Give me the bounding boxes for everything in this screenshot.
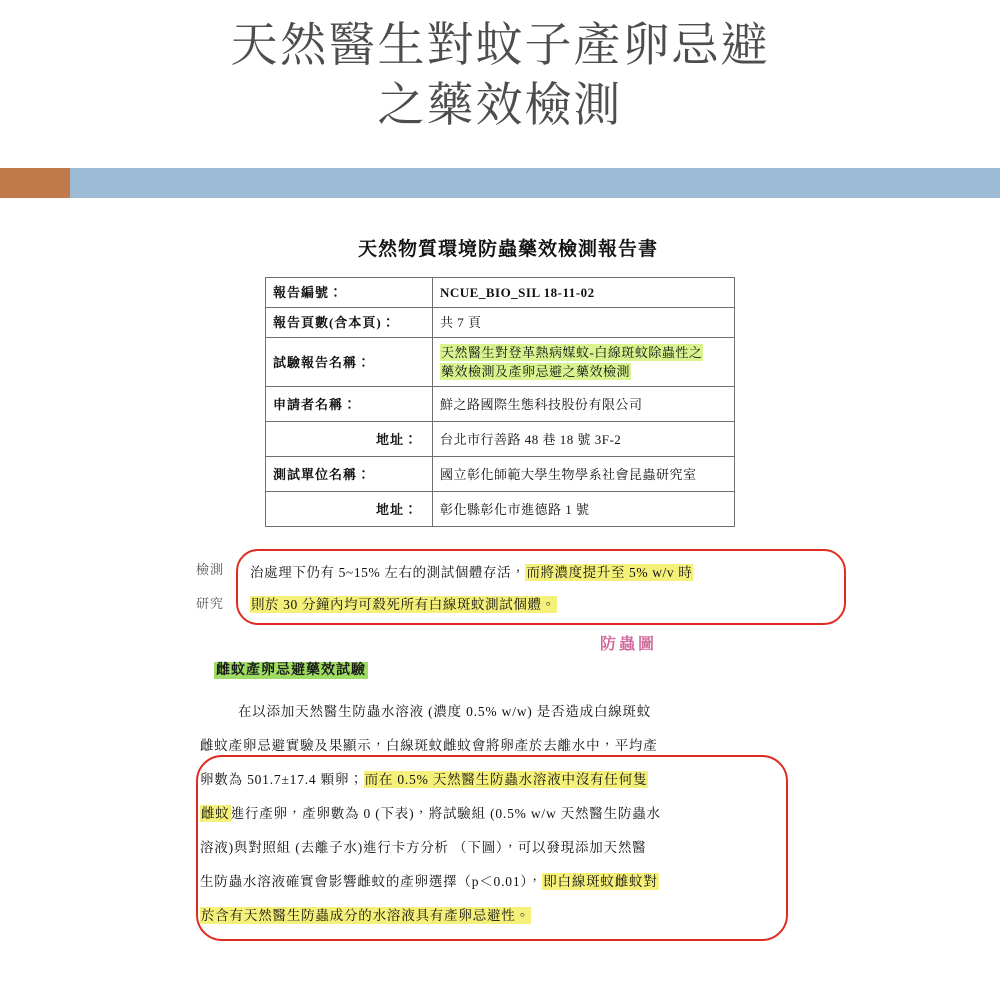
box1-line-2 bbox=[250, 595, 557, 615]
paragraph-line-3 bbox=[200, 763, 800, 797]
section-heading bbox=[214, 659, 368, 679]
table-row bbox=[266, 492, 735, 527]
table-row bbox=[266, 457, 735, 492]
paragraph-line-3-plain: 卵數為 501.7±17.4 顆卵； bbox=[200, 772, 364, 787]
row-value bbox=[433, 338, 735, 387]
body-paragraph bbox=[200, 695, 800, 933]
paragraph-line-4-plain: 進行產卵，產卵數為 0 (下表)，將試驗組 (0.5% w/w 天然醫生防蟲水 bbox=[230, 806, 661, 821]
slide-title-line-1: 天然醫生對蚊子產卵忌避 bbox=[230, 18, 770, 73]
paragraph-line-7 bbox=[200, 899, 800, 933]
margin-text bbox=[196, 553, 236, 621]
row-value-line-1: 天然醫生對登革熱病媒蚊-白線斑蚊除蟲性之 bbox=[441, 345, 703, 360]
row-label: 報告編號： bbox=[266, 278, 433, 308]
section-heading-text: 雌蚊產卵忌避藥效試驗 bbox=[216, 663, 366, 678]
spacer bbox=[0, 198, 1000, 234]
row-value: NCUE_BIO_SIL 18-11-02 bbox=[433, 278, 735, 308]
paragraph-line-6-highlight: 即白線斑蚊雌蚊對 bbox=[543, 874, 658, 889]
slide-header bbox=[0, 0, 1000, 168]
paragraph-line-7-highlight: 於含有天然醫生防蟲成分的水溶液具有產卵忌避性。 bbox=[201, 908, 530, 923]
table-row bbox=[266, 338, 735, 387]
report-info-table bbox=[265, 277, 735, 527]
row-label: 試驗報告名稱： bbox=[266, 338, 433, 387]
box1-line-1-highlight: 而將濃度提升至 5% w/v 時 bbox=[526, 565, 693, 580]
margin-text-line-1: 檢測 bbox=[196, 562, 225, 577]
row-value-line-2: 藥效檢測及產卵忌避之藥效檢測 bbox=[441, 364, 631, 379]
row-value: 共 7 頁 bbox=[433, 308, 735, 338]
row-label: 申請者名稱： bbox=[266, 387, 433, 422]
table-row bbox=[266, 308, 735, 338]
row-value: 彰化縣彰化市進德路 1 號 bbox=[433, 492, 735, 527]
paragraph-line-6-plain: 生防蟲水溶液確實會影響雌蚊的產卵選擇（p＜0.01）， bbox=[200, 874, 543, 889]
paragraph-line-2: 雌蚊產卵忌避實驗及果顯示，白線斑蚊雌蚊會將卵產於去離水中，平均產 bbox=[200, 738, 658, 753]
box1-line-2-highlight: 則於 30 分鐘內均可殺死所有白線斑蚊測試個體。 bbox=[251, 597, 556, 612]
row-value: 國立彰化師範大學生物學系社會昆蟲研究室 bbox=[433, 457, 735, 492]
annotated-text-zone bbox=[0, 549, 1000, 969]
paragraph-line-4 bbox=[200, 797, 800, 831]
box1-line-1 bbox=[250, 563, 693, 583]
table-row bbox=[266, 278, 735, 308]
slide-title-line-2: 之藥效檢測 bbox=[377, 78, 623, 133]
paragraph-line-4-highlight: 雌蚊 bbox=[201, 806, 230, 821]
row-value: 鮮之路國際生態科技股份有限公司 bbox=[433, 387, 735, 422]
row-label: 測試單位名稱： bbox=[266, 457, 433, 492]
row-value: 台北市行善路 48 巷 18 號 3F-2 bbox=[433, 422, 735, 457]
paragraph-line-3-highlight: 而在 0.5% 天然醫生防蟲水溶液中沒有任何隻 bbox=[364, 772, 648, 787]
paragraph-line-1 bbox=[200, 695, 800, 729]
margin-text-line-2: 研究 bbox=[196, 596, 225, 611]
table-row bbox=[266, 422, 735, 457]
document-image bbox=[0, 234, 1000, 969]
paragraph-line-5: 溶液)與對照組 (去離子水)進行卡方分析 （下圖），可以發現添加天然醫 bbox=[200, 840, 647, 855]
document-title: 天然物質環境防蟲藥效檢測報告書 bbox=[357, 239, 658, 260]
accent-bar-left-segment bbox=[0, 168, 70, 198]
row-label: 地址： bbox=[266, 492, 433, 527]
accent-bar-right-segment bbox=[70, 168, 1000, 198]
paragraph-line-6 bbox=[200, 865, 800, 899]
paragraph-line-1-text: 在以添加天然醫生防蟲水溶液 (濃度 0.5% w/w) 是否造成白線斑蚊 bbox=[238, 704, 652, 719]
accent-bar bbox=[0, 168, 1000, 198]
table-row bbox=[266, 387, 735, 422]
box1-line-1-plain: 治處理下仍有 5~15% 左右的測試個體存活， bbox=[250, 565, 526, 580]
pink-annotation-text: 防蟲圖 bbox=[600, 636, 658, 653]
row-label: 報告頁數(含本頁)： bbox=[266, 308, 433, 338]
row-label: 地址： bbox=[266, 422, 433, 457]
